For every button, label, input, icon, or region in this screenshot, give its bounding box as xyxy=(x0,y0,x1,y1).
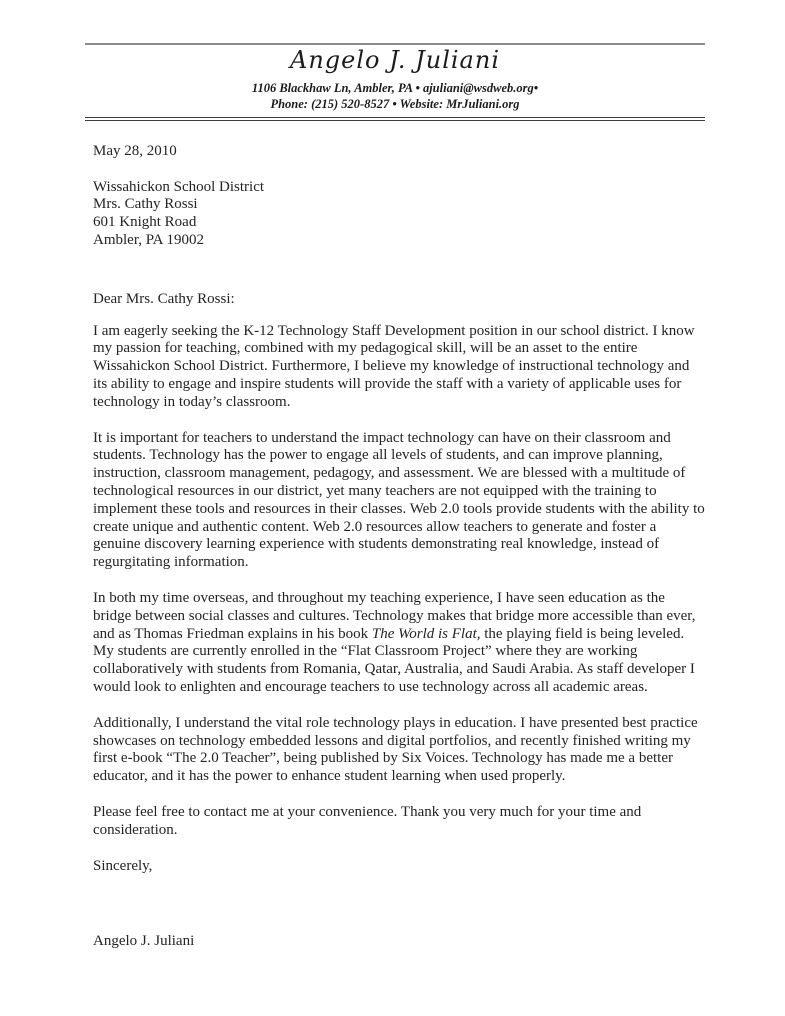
paragraph-text: It is important for teachers to understand the impact technology can have on their classroom and students. Technology has the power to engage all levels of students, and can improve planning, instruction, classroom management, pedagogy, and assessment. We are blessed with a multitude of technological resources in our district, yet many teachers are not equipped with the training to implement these tools and resources in their classes. Web 2.0 tools provide students with the ability to create unique and authentic content. Web 2.0 resources allow teachers to generate and foster a genuine discovery learning experience with students demonstrating real knowledge, instead of regurgitating information. xyxy=(93,429,705,571)
paragraph xyxy=(93,804,705,840)
recipient-line: Wissahickon School District xyxy=(93,178,265,195)
letterhead-bottom-rule xyxy=(85,117,705,121)
letter-paragraphs xyxy=(93,323,705,840)
paragraph xyxy=(93,430,705,572)
paragraph-text: In both my time overseas, and throughout my teaching experience, I have seen education as the bridge between social classes and cultures. Technology makes that bridge more accessible than ever, and as Thomas Friedman explains in his book xyxy=(93,589,696,642)
recipient-line: Ambler, PA 19002 xyxy=(93,231,204,248)
paragraph-text: Please feel free to contact me at your convenience. Thank you very much for your time and consideration. xyxy=(93,803,642,838)
paragraph xyxy=(93,590,705,697)
letterhead xyxy=(85,0,705,121)
signature-name: Angelo J. Juliani xyxy=(93,933,195,950)
letter-date: May 28, 2010 xyxy=(93,143,177,159)
recipient-line: 601 Knight Road xyxy=(93,214,197,231)
letterhead-contact-line-1: 1106 Blackhaw Ln, Ambler, PA • ajuliani@wsdweb.org• xyxy=(251,81,539,95)
paragraph xyxy=(93,323,705,412)
paragraph-text: the playing field is being leveled. My students are currently enrolled in the “Flat Classroom Project” where they are working collaboratively with students from Romania, Qatar, Australia, and Saudi Arabia. As staff developer I would look to enlighten and encourage teachers to use technology across all academic areas. xyxy=(93,625,695,695)
paragraph-text: Additionally, I understand the vital role technology plays in education. I have presented best practice showcases on technology embedded lessons and digital portfolios, and recently finished writing my first e-book “The 2.0 Teacher”, being published by Six Voices. Technology has made me a better educator, and it has the power to enhance student learning when used properly. xyxy=(93,714,698,785)
letterhead-name: Angelo J. Juliani xyxy=(290,46,500,74)
recipient-line: Mrs. Cathy Rossi xyxy=(93,196,198,213)
recipient-block xyxy=(93,179,705,250)
letterhead-contact xyxy=(85,81,705,112)
letter-body xyxy=(93,143,705,951)
letterhead-contact-line-2: Phone: (215) 520-8527 • Website: MrJuliani.org xyxy=(270,96,520,111)
salutation: Dear Mrs. Cathy Rossi: xyxy=(93,290,235,307)
book-title-italic: The World is Flat, xyxy=(371,625,481,642)
paragraph xyxy=(93,715,705,786)
closing: Sincerely, xyxy=(93,857,153,874)
paragraph-text: I am eagerly seeking the K-12 Technology Staff Development position in our school district. I know my passion for teaching, combined with my pedagogical skill, will be an asset to the entire Wissahickon School District. Furthermore, I believe my knowledge of instructional technology and its ability to engage and inspire students will provide the staff with a variety of applicable uses for technology in today’s classroom. xyxy=(93,322,695,410)
